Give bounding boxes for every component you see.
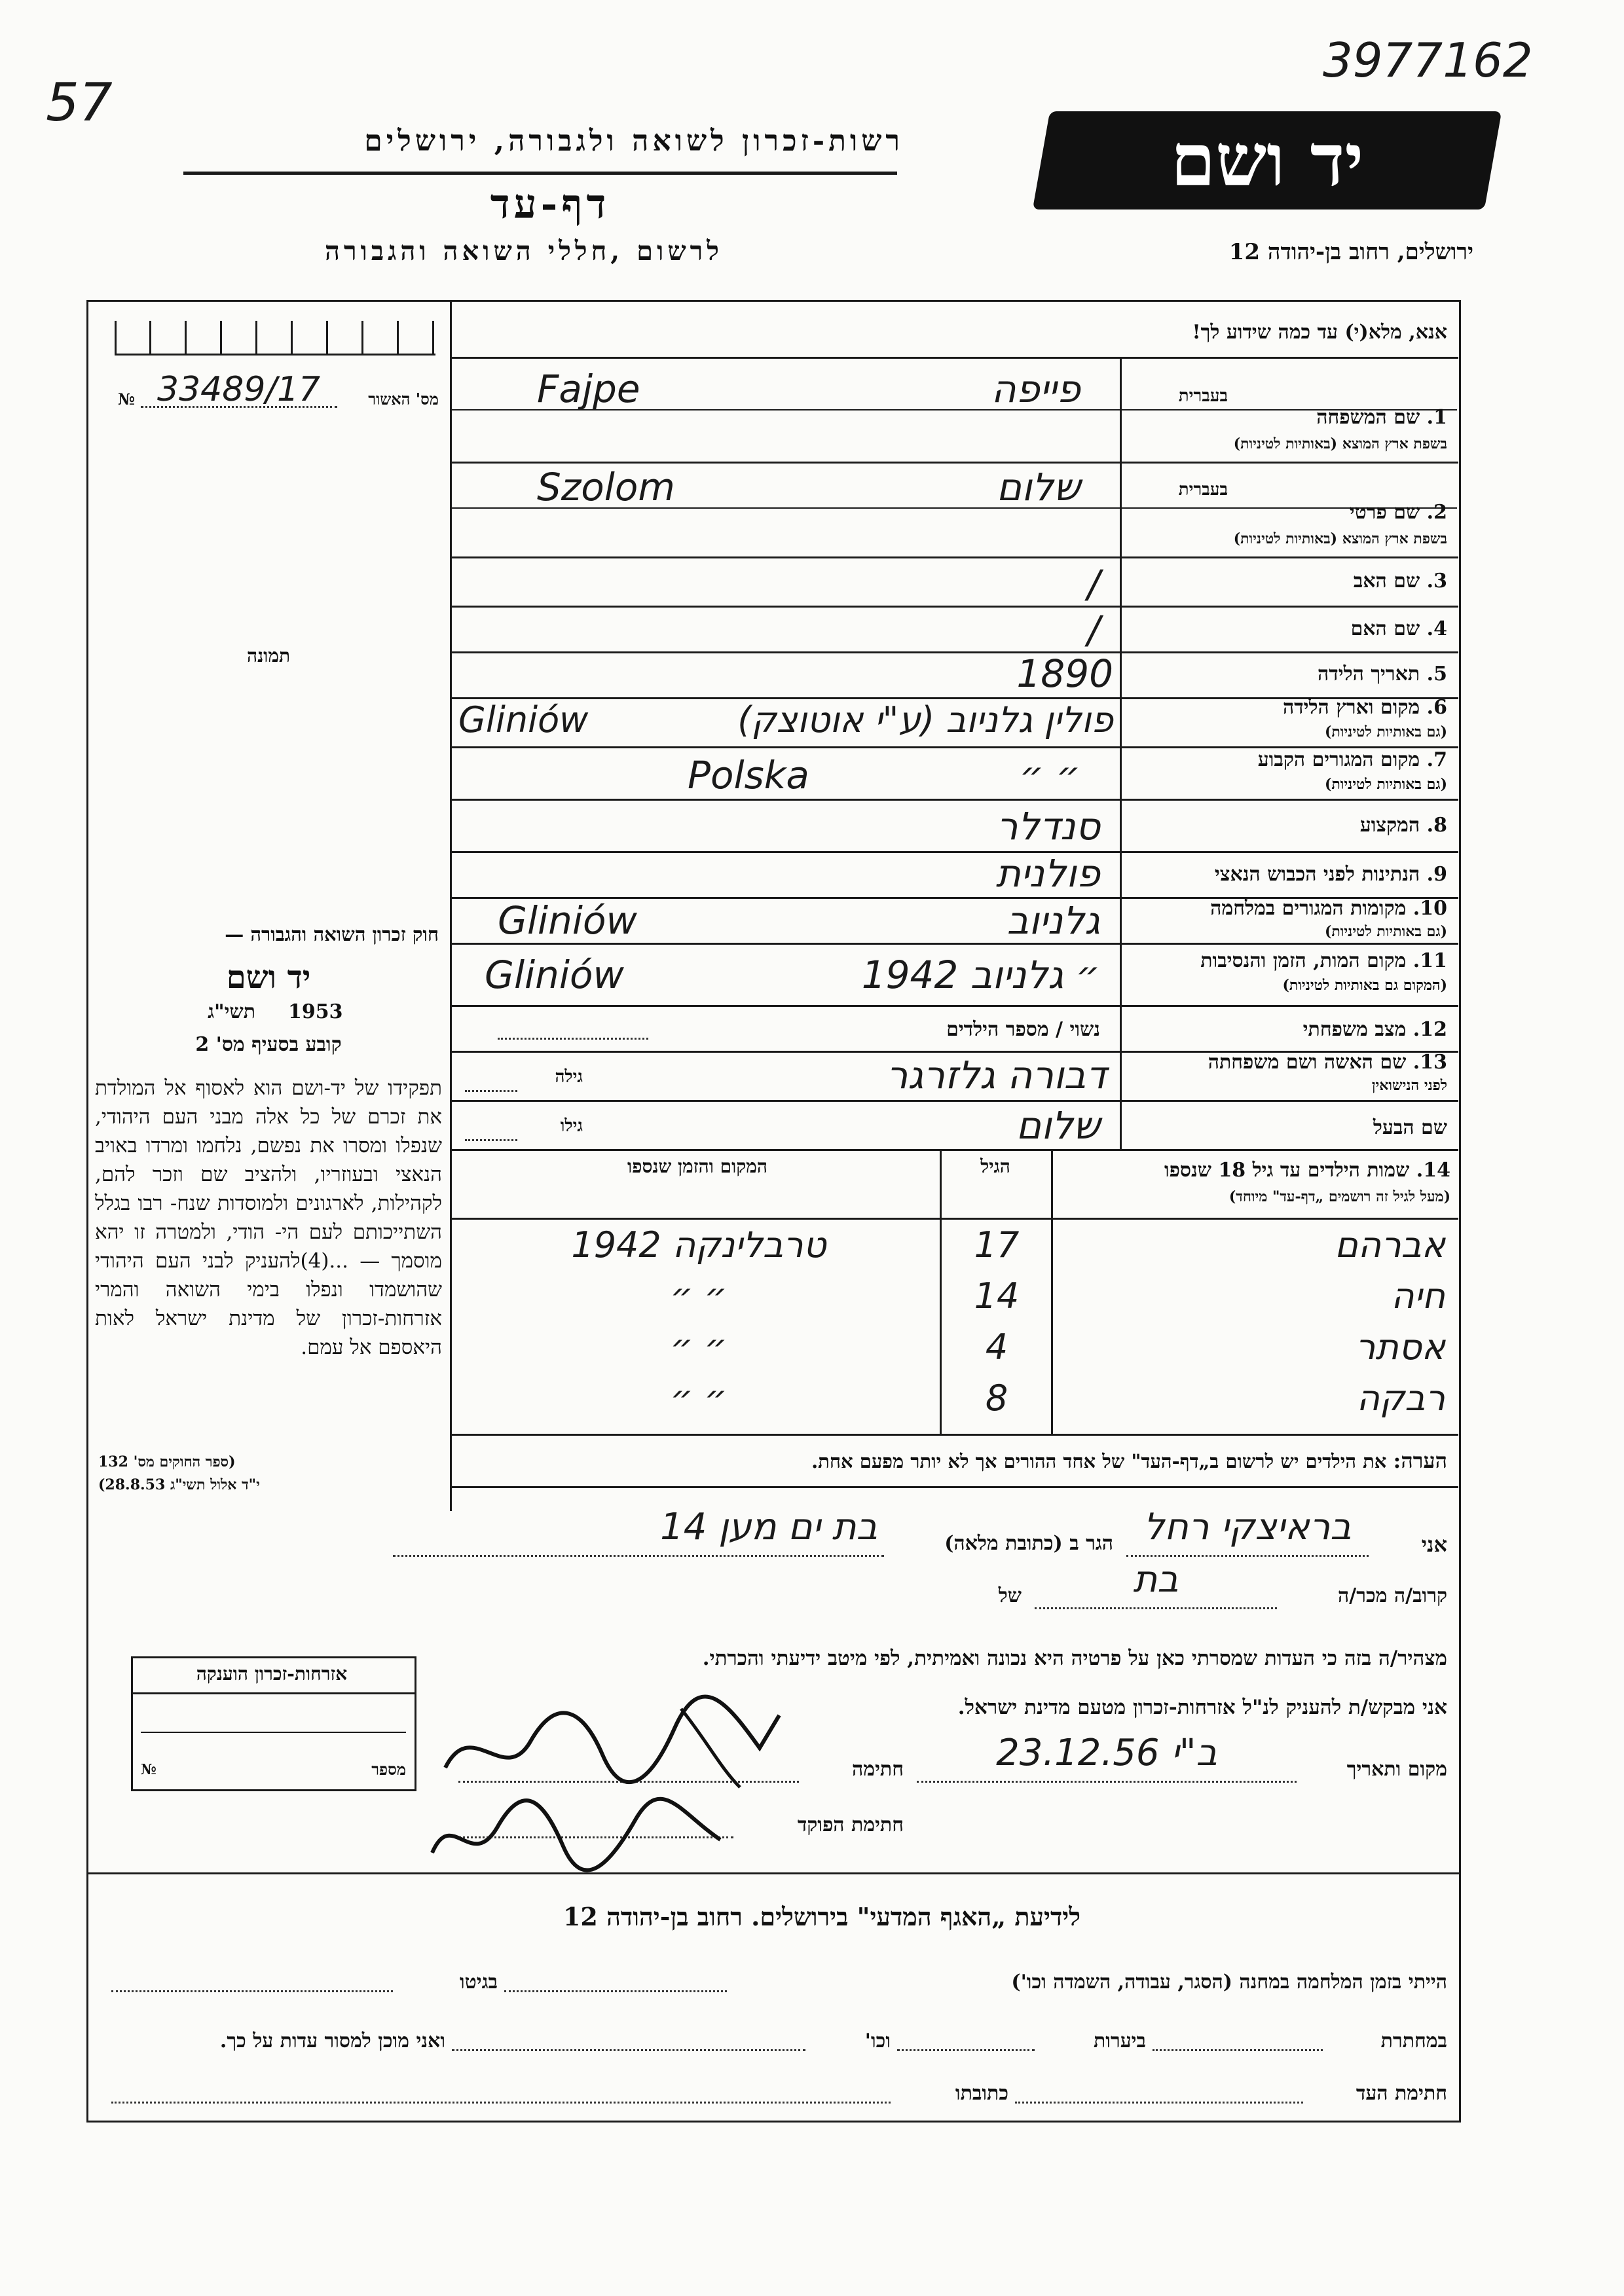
- family-name-sub: בשפת ארץ המוצא (באותיות לטיניות): [1233, 435, 1447, 452]
- wartime-residence-sub: (גם באותיות לטיניות): [1324, 923, 1447, 940]
- nationality-label: הנתינות לפני הכבוש הנאצי: [1214, 863, 1420, 886]
- residence-label: מקום המגורים הקבוע: [1257, 748, 1420, 771]
- footer-etc-label: וכו': [864, 2030, 891, 2052]
- residence-sub: (גם באותיות לטיניות): [1324, 776, 1447, 793]
- father-name-label: שם האב: [1353, 570, 1420, 592]
- citizenship-no-label: מספר: [371, 1760, 406, 1779]
- nationality-value: פולנית: [995, 851, 1100, 896]
- footer-notice: לידיעת „האגף המדעי" בירושלים. רחוב בן-יהודה 12: [563, 1902, 1081, 1931]
- marital-status-value: נשוי / מספר הילדים: [946, 1018, 1100, 1041]
- law-ref-date: י"ד אלול תשי"ג 28.8.53): [98, 1476, 260, 1493]
- law-ref: (ספר החוקים מס' 132: [98, 1453, 236, 1470]
- approval-number: 33489/17: [157, 370, 321, 409]
- children-title: שמות הילדים עד גיל 18 שנספו: [1164, 1159, 1410, 1182]
- photo-label: תמונה: [246, 645, 291, 666]
- death-place-hebrew: ״ גלניוב 1942: [861, 953, 1100, 997]
- residence-latin: Polska: [688, 753, 809, 797]
- child-row: [450, 1377, 1458, 1430]
- address-value: בת ים מען 14: [660, 1506, 877, 1548]
- wife-name-sub: לפני הנישואין: [1371, 1077, 1447, 1094]
- footer-underground-label: במחתרת: [1380, 2030, 1447, 2052]
- law-name: יד ושם: [226, 959, 311, 996]
- footer-witness-address-label: כתובתו: [955, 2082, 1008, 2105]
- child-age: 4: [985, 1326, 1008, 1368]
- field-9-label-row: 9. הנתינות לפני הכבוש הנאצי: [1214, 863, 1447, 886]
- birth-place-latin: Gliniów: [458, 699, 589, 740]
- wife-age-label: גילה: [555, 1067, 583, 1087]
- address: ירושלים, רחוב בן-יהודה 12: [1228, 239, 1473, 265]
- child-name: רבקה: [1356, 1377, 1445, 1419]
- approval-no-sign: №: [118, 390, 136, 409]
- mother-name-label: שם האם: [1350, 617, 1420, 640]
- field-2-label-row: 2. שם פרטי: [1349, 501, 1447, 524]
- field-4-label-row: 4. שם האם: [1350, 617, 1447, 640]
- child-place: טרבלינקה 1942: [571, 1224, 826, 1266]
- field-13-label-row: 13. שם האשה ושם משפחתה: [1208, 1051, 1447, 1074]
- law-clause: קובע בסעיף מס' 2: [195, 1033, 342, 1056]
- officer-signature-label: חתימת הפוקד: [797, 1813, 904, 1836]
- child-name: חיה: [1391, 1275, 1445, 1317]
- wartime-residence-latin: Gliniów: [498, 898, 637, 943]
- children-col-age: הגיל: [980, 1156, 1010, 1177]
- signature-label: חתימה: [852, 1758, 904, 1781]
- child-row: [450, 1326, 1458, 1379]
- family-name-label: שם המשפחה: [1316, 406, 1420, 429]
- wife-name-label: שם האשה ושם משפחתה: [1208, 1051, 1407, 1074]
- family-name-hebrew: פייפה: [991, 367, 1080, 411]
- children-col-place: המקום והזמן שנספו: [627, 1156, 767, 1177]
- form-title: דף-עד: [490, 180, 610, 228]
- field-11-label-row: 11. מקום המות, הזמן והנסיבות: [1200, 949, 1447, 972]
- note-label: הערה:: [1393, 1448, 1447, 1473]
- occupation-label: המקצוע: [1359, 814, 1420, 837]
- footer-testimony-text: ואני מוכן למסור עדות על כך.: [219, 2030, 445, 2052]
- child-place: ״ ״: [670, 1275, 728, 1317]
- footer-forests-label: ביערות: [1093, 2030, 1146, 2052]
- birth-place-sub: (גם באותיות לטיניות): [1324, 723, 1447, 740]
- field-3-label-row: 3. שם האב: [1353, 570, 1447, 592]
- citizenship-label: אזרחות-זכרון הוענקה: [196, 1663, 348, 1685]
- wartime-residence-hebrew: גלניוב: [1006, 898, 1100, 943]
- footer-ghetto-label: בגיטו: [459, 1971, 498, 1994]
- child-age: 8: [985, 1377, 1008, 1419]
- field-12-label-row: 12. מצב משפחתי: [1302, 1018, 1447, 1041]
- yad-vashem-logo: [1033, 111, 1502, 210]
- field-10-label-row: 10. מקומות המגורים במלחמה: [1210, 897, 1447, 920]
- children-note: [458, 1448, 1447, 1473]
- child-row: [450, 1275, 1458, 1328]
- first-name-label: שם פרטי: [1349, 501, 1420, 524]
- family-name-tag: בעברית: [1178, 386, 1228, 406]
- place-date-label: מקום ותאריך: [1346, 1758, 1447, 1781]
- footer-witness-signature-label: חתימת העד: [1356, 2082, 1447, 2105]
- law-year-hebrew: תשי"ג: [208, 1000, 255, 1023]
- note-text: את הילדים יש לרשום ב„דף-העד" של אחד ההורים אך לא יותר מפעם אחת.: [811, 1450, 1387, 1472]
- family-name-latin: Fajpe: [537, 367, 640, 411]
- first-name-tag: בעברית: [1178, 480, 1228, 500]
- children-subtitle: (מעל לגיל זה רושמים „דף-עד" מיוחד): [1228, 1188, 1450, 1205]
- children-title-row: 14. שמות הילדים עד גיל 18 שנספו: [1164, 1159, 1450, 1182]
- child-place: ״ ״: [670, 1377, 728, 1419]
- child-name: אסתר: [1355, 1326, 1445, 1368]
- death-place-latin: Gliniów: [485, 953, 624, 997]
- child-name: אברהם: [1335, 1224, 1445, 1266]
- husband-name-label: שם הבעל: [1373, 1116, 1447, 1139]
- place-date-value: ב"י 23.12.56: [996, 1732, 1217, 1774]
- occupation-value: סנדלר: [996, 804, 1100, 848]
- first-name-sub: בשפת ארץ המוצא (באותיות לטיניות): [1233, 530, 1447, 547]
- field-7-label-row: 7. מקום המגורים הקבוע: [1257, 748, 1447, 771]
- death-place-label: מקום המות, הזמן והנסיבות: [1200, 949, 1407, 972]
- law-year: 1953: [288, 1000, 343, 1023]
- child-age: 14: [974, 1275, 1020, 1317]
- field-1-label-row: 1. שם המשפחה: [1316, 406, 1447, 429]
- declarant-label: אני: [1421, 1532, 1447, 1557]
- father-name-value: /: [1087, 562, 1100, 606]
- law-text: תפקידו של יד-ושם הוא לאסוף אל המולדת את זכרם של כל אלה מבני העם היהודי, שנפלו ומסרו את נפשם, נלחמו ומרדו באויב הנאצי ובעוזריו, ולהציב שם וזכר להם, לקהילות, לארגונים ולמוסדות שנח- רבו בגלל השתייכותם לעם הי- הודי, ולמטרה זו יהא מוסמך — ...(4)להעניק לבני העם היהודי שהושמדו ונפלו בימי השואה והמרי אזרחות-זכרון של מדינת ישראל לאות היאספם אל עמם.: [95, 1076, 442, 1359]
- address-label: הגר ב (כתובת מלאה): [944, 1532, 1113, 1555]
- child-place: ״ ״: [670, 1326, 728, 1368]
- field-8-label-row: 8. המקצוע: [1359, 814, 1447, 837]
- residence-hebrew: ״ ״: [1019, 753, 1080, 797]
- husband-age-label: גילו: [560, 1116, 583, 1136]
- husband-name-value: שלום: [1016, 1103, 1100, 1148]
- wife-name-value: דבורה גלזרגר: [886, 1053, 1107, 1097]
- birth-date-value: 1890: [1016, 651, 1113, 696]
- declaration-text: מצהיר/ה בזה כי העדות שמסרתי כאן על פרטיה היא נכונה ואמיתית, לפי מיטב ידיעתי והכרתי.: [702, 1647, 1447, 1670]
- birth-place-hebrew: פולין גלניוב (ע"י אוטוצק): [737, 699, 1113, 740]
- field-5-label-row: 5. תאריך הלידה: [1318, 663, 1447, 685]
- birth-date-label: תאריך הלידה: [1318, 663, 1420, 685]
- first-name-hebrew: שלום: [996, 465, 1080, 509]
- relation-label: קרוב/ה מכר/ה: [1338, 1584, 1447, 1607]
- marital-status-label: מצב משפחתי: [1302, 1018, 1407, 1041]
- first-name-latin: Szolom: [537, 465, 675, 509]
- page-number: 57: [46, 72, 113, 133]
- of-label: של: [998, 1584, 1022, 1607]
- citizenship-no-sign: №: [141, 1761, 157, 1778]
- footer-camp-label: הייתי בזמן המלחמה במחנה (הסגר, עבודה, השמדה וכו'): [1011, 1971, 1447, 1994]
- authority-line: רשות-זכרון לשואה ולגבורה, ירושלים: [364, 124, 904, 158]
- child-row: [450, 1224, 1458, 1277]
- mother-name-value: /: [1087, 608, 1100, 652]
- death-place-sub: (המקום גם באותיות לטיניות): [1282, 977, 1447, 994]
- children-rows: [450, 1224, 1458, 1430]
- relation-value: בת: [1133, 1558, 1179, 1601]
- intro-text: אנא, מלא(י) עד כמה שידוע לך!: [1192, 321, 1447, 344]
- field-6-label-row: 6. מקום וארץ הלידה: [1282, 696, 1447, 719]
- logo-text: יד ושם: [1170, 118, 1364, 202]
- request-text: אני מבקש/ת להעניק לנ"ל אזרחות-זכרון מטעם מדינת ישראל.: [957, 1696, 1447, 1719]
- archive-number: 3977162: [1323, 33, 1533, 88]
- law-title: חוק זכרון השואה והגבורה —: [225, 923, 439, 945]
- wartime-residence-label: מקומות המגורים במלחמה: [1210, 897, 1407, 920]
- birth-place-label: מקום וארץ הלידה: [1282, 696, 1420, 719]
- child-age: 17: [974, 1224, 1020, 1266]
- approval-label: מס' האשור: [368, 390, 439, 409]
- form-subtitle: לרשום ,חללי השואה והגבורה: [324, 236, 724, 266]
- officer-signature: [419, 1787, 733, 1886]
- declarant-name: בראיצקי רחל: [1143, 1506, 1352, 1548]
